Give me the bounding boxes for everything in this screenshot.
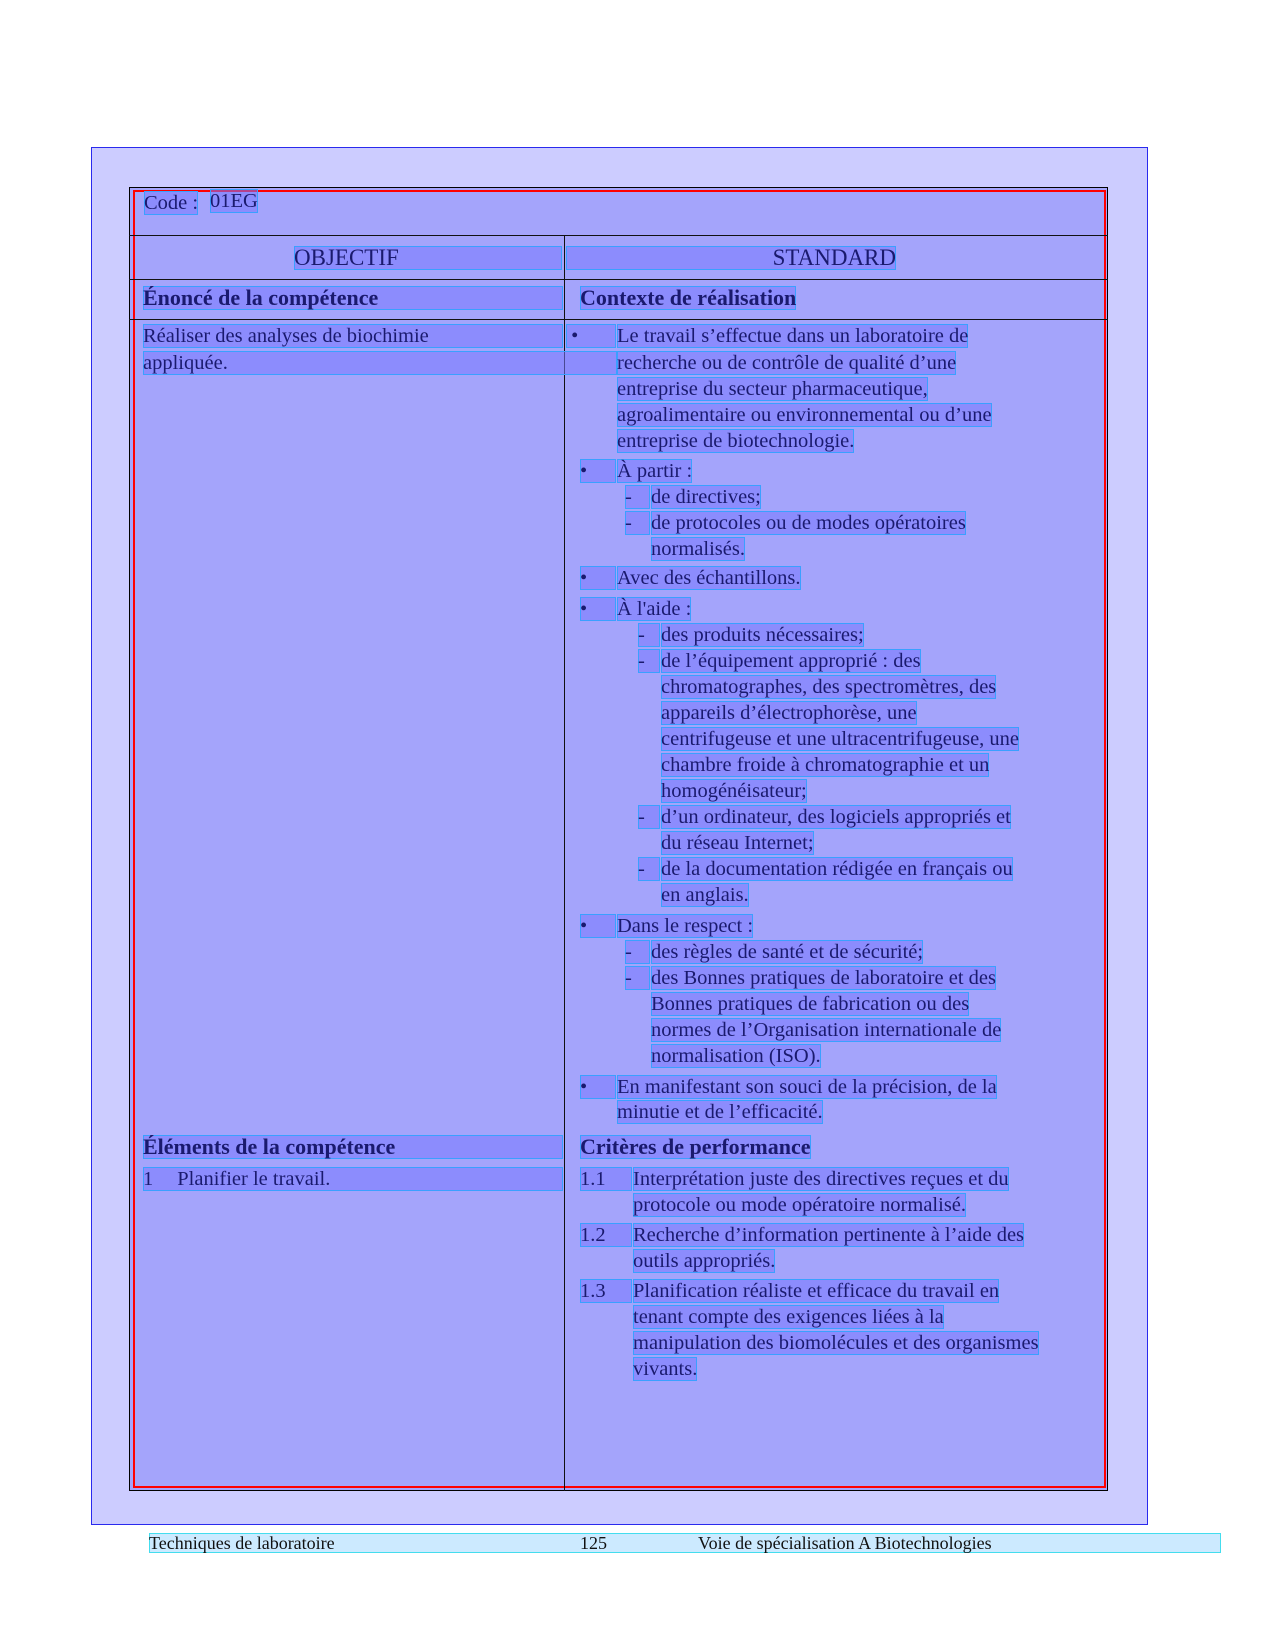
b5-sub-2-line-2: Bonnes pratiques de fabrication ou des: [651, 993, 970, 1015]
b4-sub-3-line-2: du réseau Internet;: [661, 832, 814, 854]
sub-dash: -: [638, 649, 660, 673]
sub-dash: -: [625, 940, 650, 964]
enonce-title: Énoncé de la compétence: [143, 286, 563, 310]
footer-specialization: Voie de spécialisation A Biotechnologies: [698, 1533, 992, 1553]
bullet-dot: •: [580, 914, 616, 938]
b4-sub-2-line-4: centrifugeuse et une ultracentrifugeuse, une: [661, 728, 1020, 750]
b4-sub-2-line-5: chambre froide à chromatographie et un: [661, 754, 990, 776]
sub-dash: -: [625, 485, 650, 509]
b2-text: À partir :: [617, 460, 693, 482]
contexte-title: Contexte de réalisation: [580, 285, 797, 310]
code-label: Code :: [144, 192, 199, 214]
b4-sub-2-line-3: appareils d’électrophorèse, une: [661, 702, 917, 724]
enonce-line-1: Réaliser des analyses de biochimie: [143, 324, 563, 348]
b2-sub-1: de directives;: [651, 486, 761, 508]
b2-sub-2-line-2: normalisés.: [651, 538, 745, 560]
criterion-1-2-line-1: Recherche d’information pertinente à l’aide des: [633, 1224, 1025, 1246]
element-1-number: 1: [143, 1168, 154, 1190]
b6-line-2: minutie et de l’efficacité.: [617, 1101, 823, 1123]
bullet-dot: •: [580, 597, 616, 621]
b5-text: Dans le respect :: [617, 915, 754, 937]
rule-below-headers: [129, 279, 1108, 280]
criterion-1-1-line-2: protocole ou mode opératoire normalisé.: [633, 1194, 967, 1216]
criteres-title: Critères de performance: [580, 1134, 811, 1159]
b1-line-2: recherche ou de contrôle de qualité d’une: [617, 352, 957, 374]
criterion-1-3-line-3: manipulation des biomolécules et des organismes: [633, 1332, 1039, 1354]
b5-sub-2-line-3: normes de l’Organisation internationale de: [651, 1019, 1002, 1041]
elements-title: Éléments de la compétence: [143, 1135, 563, 1159]
b4-sub-2-line-2: chromatographes, des spectromètres, des: [661, 676, 997, 698]
sub-dash: -: [638, 805, 660, 829]
column-divider: [564, 235, 565, 1491]
b1-line-3: entreprise du secteur pharmaceutique,: [617, 378, 928, 400]
b4-sub-1: des produits nécessaires;: [661, 624, 864, 646]
sub-dash: -: [625, 966, 650, 990]
bullet-dot: •: [566, 324, 616, 348]
b4-sub-2-line-6: homogénéisateur;: [661, 780, 807, 802]
b3-text: Avec des échantillons.: [617, 567, 801, 589]
b1-line-5: entreprise de biotechnologie.: [617, 430, 855, 452]
criterion-1-1-line-1: Interprétation juste des directives reçues et du: [633, 1168, 1009, 1190]
sub-dash: -: [625, 511, 650, 535]
header-objectif: OBJECTIF: [294, 246, 562, 270]
element-1-row: [143, 1167, 563, 1191]
b4-sub-3-line-1: d’un ordinateur, des logiciels appropriés et: [661, 806, 1011, 828]
bullet-dot: •: [580, 459, 616, 483]
b4-text: À l'aide :: [617, 598, 692, 620]
b5-sub-2-line-4: normalisation (ISO).: [651, 1045, 821, 1067]
criterion-1-3-line-1: Planification réaliste et efficace du travail en: [633, 1280, 1000, 1302]
b2-sub-2-line-1: de protocoles ou de modes opératoires: [651, 512, 966, 534]
footer-program: Techniques de laboratoire: [149, 1533, 335, 1553]
rule-below-titles: [129, 319, 1108, 320]
element-1-text: Planifier le travail.: [177, 1168, 331, 1190]
sub-dash: -: [638, 623, 660, 647]
header-standard: STANDARD: [566, 246, 896, 270]
b1-line-1: Le travail s’effectue dans un laboratoire de: [617, 325, 969, 347]
criterion-1-3-line-2: tenant compte des exigences liées à la: [633, 1306, 944, 1328]
criterion-number: 1.1: [580, 1167, 632, 1191]
criterion-number: 1.2: [580, 1223, 632, 1247]
rule-below-code: [129, 235, 1108, 236]
criterion-1-2-line-2: outils appropriés.: [633, 1250, 776, 1272]
bullet-dot: •: [580, 566, 616, 590]
criterion-number: 1.3: [580, 1279, 632, 1303]
sub-dash: -: [638, 857, 660, 881]
code-value: 01EG: [210, 190, 258, 212]
bullet-dot: •: [580, 1075, 616, 1099]
b6-line-1: En manifestant son souci de la précision, de la: [617, 1076, 997, 1098]
b4-sub-4-line-2: en anglais.: [661, 884, 749, 906]
footer-page-number: 125: [580, 1533, 607, 1553]
b4-sub-2-line-1: de l’équipement approprié : des: [661, 650, 921, 672]
b5-sub-1: des règles de santé et de sécurité;: [651, 941, 924, 963]
criterion-1-3-line-4: vivants.: [633, 1358, 698, 1380]
b5-sub-2-line-1: des Bonnes pratiques de laboratoire et des: [651, 967, 996, 989]
b4-sub-4-line-1: de la documentation rédigée en français ou: [661, 858, 1013, 880]
b1-line-4: agroalimentaire ou environnemental ou d’une: [617, 404, 992, 426]
enonce-line-2: appliquée.: [143, 351, 617, 375]
